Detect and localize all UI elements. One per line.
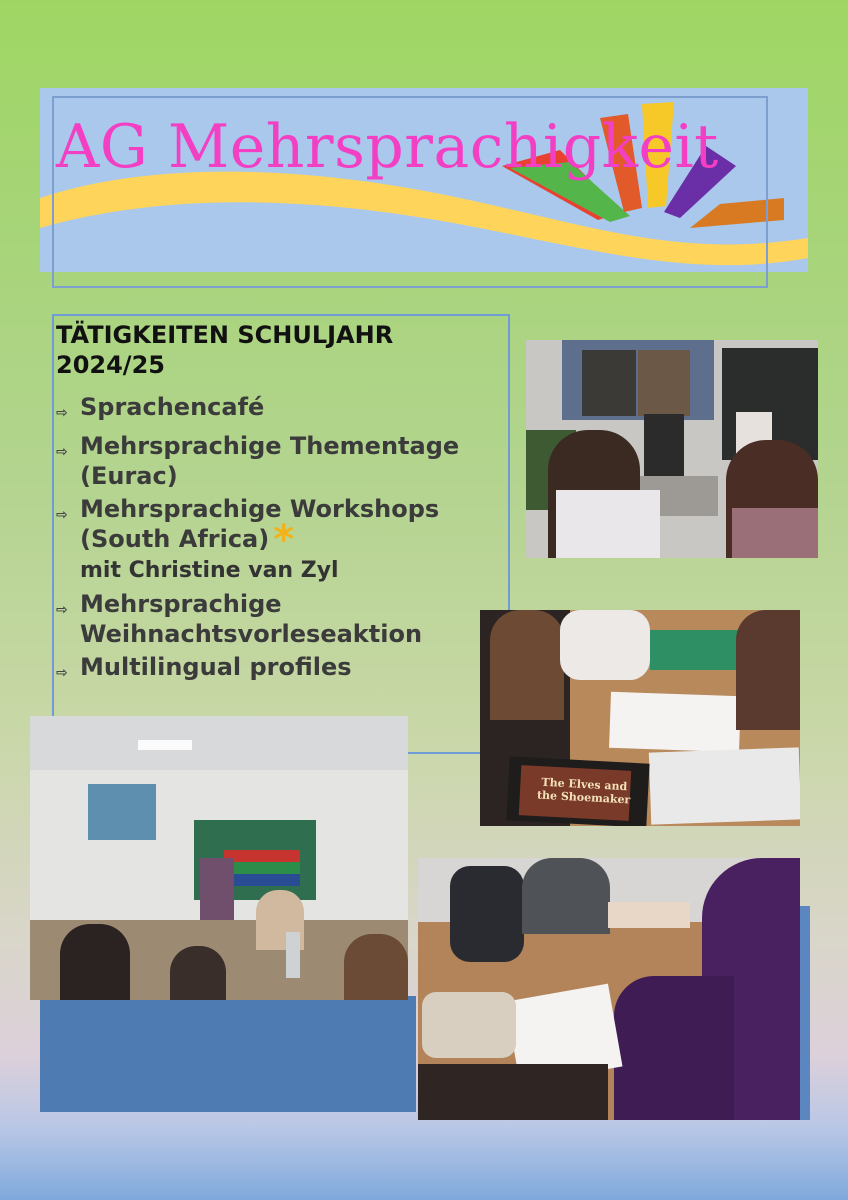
- activity-entry: [80, 494, 476, 586]
- list-item: [56, 652, 476, 688]
- arrow-right-icon: ⇨: [56, 602, 68, 618]
- photo-presentation: [526, 340, 818, 558]
- asterisk-marker: *: [273, 517, 295, 563]
- list-item: [56, 392, 476, 428]
- activity-label: Mehrsprachige Workshops (South Africa): [80, 495, 440, 553]
- arrow-right-icon: ⇨: [56, 665, 68, 681]
- activity-sublabel: mit Christine van Zyl: [80, 558, 339, 583]
- arrow-right-icon: ⇨: [56, 444, 68, 460]
- activity-label: Mehrsprachige Weihnachtsvorleseaktion: [80, 590, 423, 648]
- photo-classroom: [30, 716, 408, 1000]
- page-title: AG Mehrsprachigkeit: [56, 112, 719, 182]
- book-title: The Elves and the Shoemaker: [536, 775, 631, 807]
- activities-list: [56, 392, 476, 691]
- list-item: [56, 589, 476, 649]
- list-item: [56, 494, 476, 586]
- decorative-block: [40, 996, 416, 1112]
- activities-heading: TÄTIGKEITEN SCHULJAHR 2024/25: [56, 321, 394, 379]
- arrow-right-icon: ⇨: [56, 507, 68, 523]
- photo-writing: [418, 858, 800, 1120]
- arrow-right-icon: ⇨: [56, 405, 68, 421]
- list-item: [56, 431, 476, 491]
- activity-label: Mehrsprachige Thementage (Eurac): [80, 432, 460, 490]
- activity-label: Multilingual profiles: [80, 653, 352, 681]
- activity-label: Sprachencafé: [80, 393, 265, 421]
- photo-worksheet: [480, 610, 800, 826]
